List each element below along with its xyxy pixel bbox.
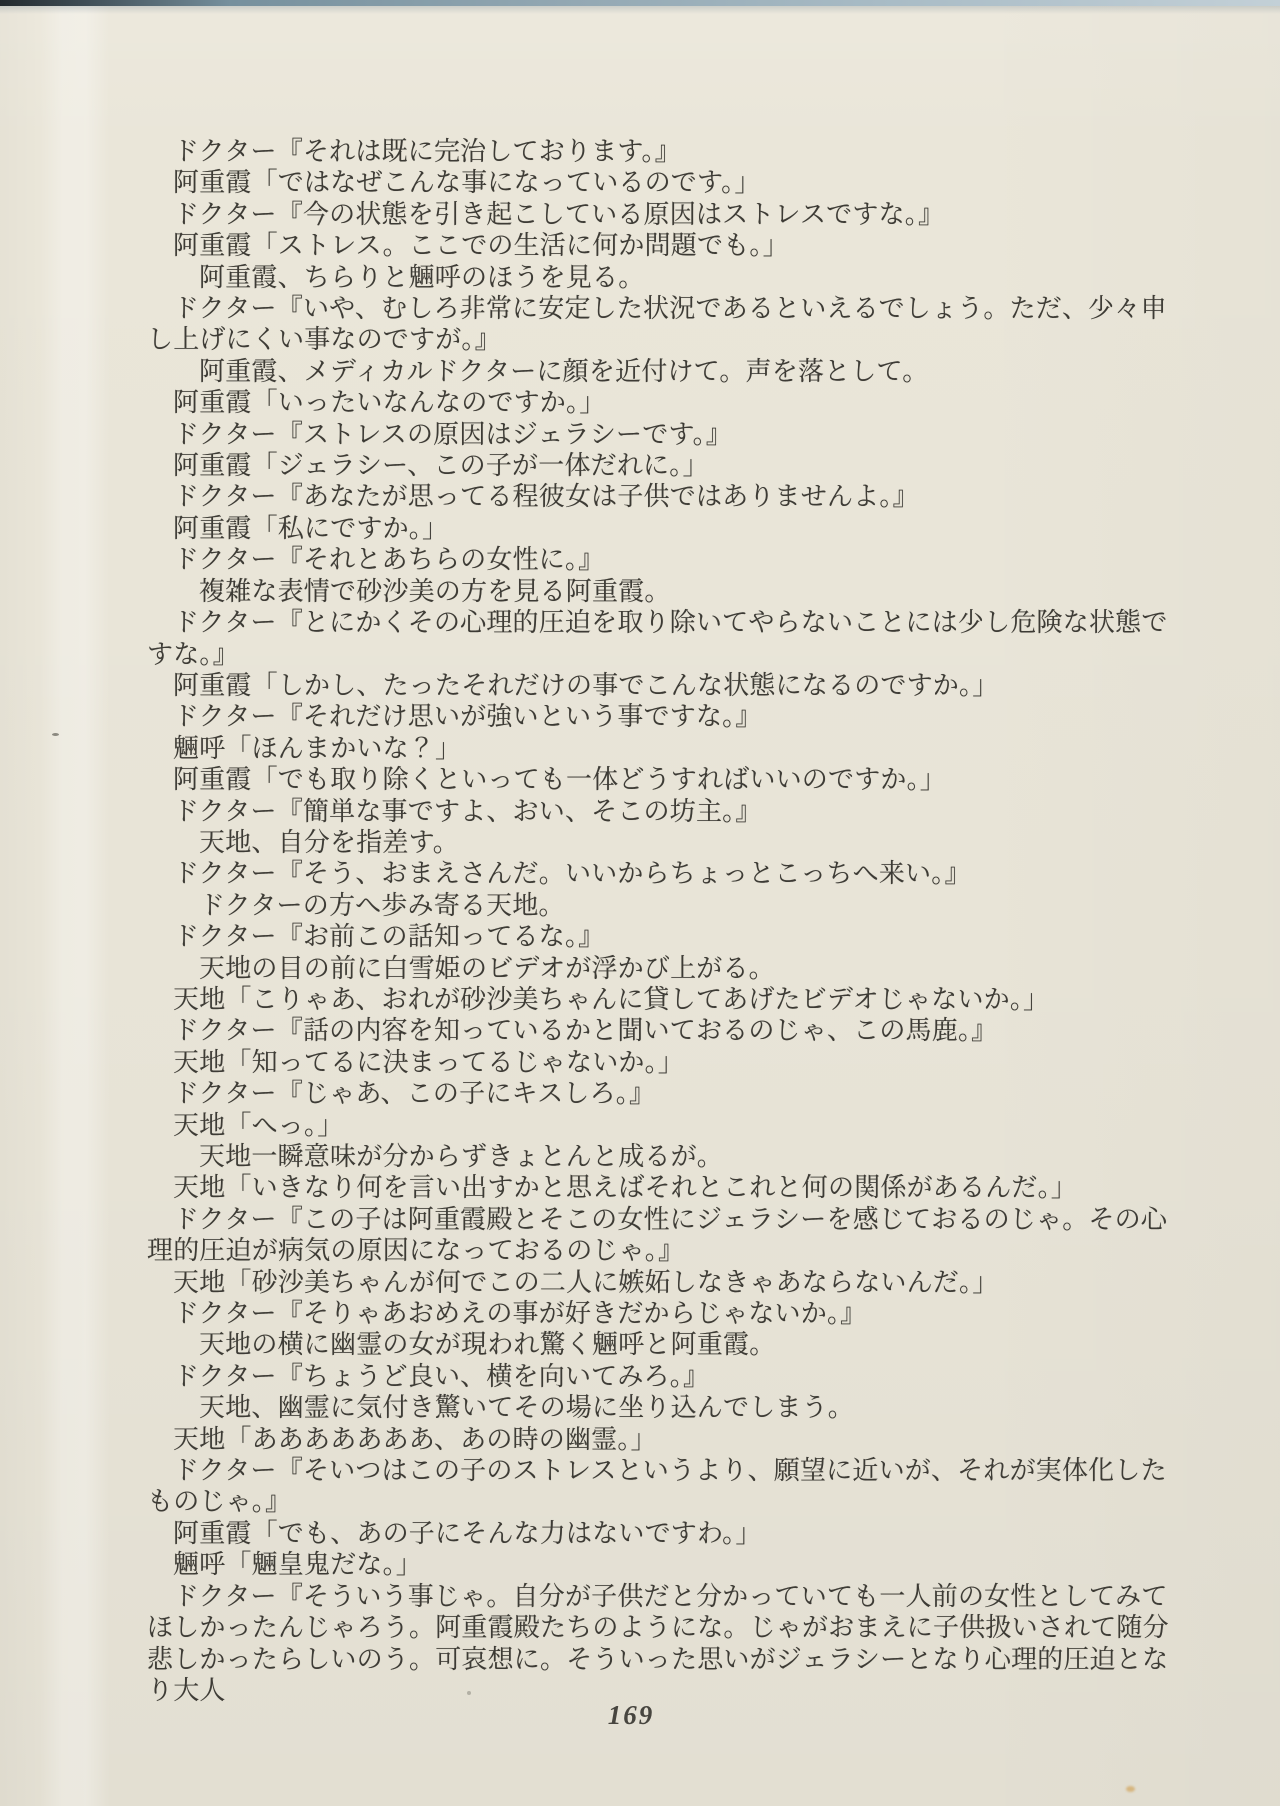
script-line: 阿重霞「いったいなんなのですか。」 — [173, 388, 606, 418]
script-line: 阿重霞「ストレス。ここでの生活に何か問題でも。」 — [173, 231, 789, 261]
script-line: 天地一瞬意味が分からずきょとんと成るが。 — [199, 1142, 724, 1171]
script-text-block — [147, 136, 1175, 1706]
script-line: 天地「知ってるに決まってるじゃないか。」 — [173, 1047, 685, 1077]
scan-speck — [467, 1691, 471, 1695]
script-line: 天地「こりゃあ、おれが砂沙美ちゃんに貸してあげたビデオじゃないか。」 — [173, 984, 1050, 1014]
script-line: 天地「あああああああ、あの時の幽霊。」 — [173, 1424, 657, 1454]
script-line: ドクター『そう、おまえさんだ。いいからちょっとこっちへ来い。』 — [173, 859, 971, 889]
script-line: ドクター『それとあちらの女性に。』 — [173, 545, 605, 575]
script-line: ドクター『話の内容を知っているかと聞いておるのじゃ、この馬鹿。』 — [173, 1016, 998, 1046]
script-line: 阿重霞「ジェラシー、この子が一体だれに。」 — [173, 451, 709, 481]
script-line: 天地、幽霊に気付き驚いてその場に坐り込んでしまう。 — [199, 1393, 855, 1423]
script-line: 阿重霞「ではなぜこんな事になっているのです。」 — [173, 168, 761, 198]
script-line: ドクター『そいつはこの子のストレスというより、願望に近いが、それが実体化したものじゃ。』 — [147, 1456, 1167, 1517]
script-line: ドクター『簡単な事ですよ、おい、そこの坊主。』 — [173, 796, 762, 826]
script-line: 天地の目の前に白雪姫のビデオが浮かび上がる。 — [199, 953, 775, 983]
script-line: 魎呼「魎皇鬼だな。」 — [173, 1550, 423, 1580]
script-line: ドクター『それだけ思いが強いという事ですな。』 — [173, 702, 762, 732]
script-line: ドクター『お前この話知ってるな。』 — [173, 922, 605, 952]
script-line: 天地、自分を指差す。 — [199, 827, 459, 857]
script-line: 天地「へっ。」 — [173, 1110, 344, 1140]
scan-top-edge-shadow — [0, 6, 1280, 14]
script-line: ドクター『今の状態を引き起こしている原因はストレスですな。』 — [173, 199, 945, 229]
script-line: ドクター『あなたが思ってる程彼女は子供ではありませんよ。』 — [173, 482, 919, 512]
script-line: 阿重霞、メディカルドクターに顔を近付けて。声を落として。 — [199, 356, 929, 386]
script-line: ドクター『じゃあ、この子にキスしろ。』 — [173, 1079, 656, 1109]
script-line: ドクター『この子は阿重霞殿とそこの女性にジェラシーを感じておるのじゃ。その心理的圧迫が病気の原因になっておるのじゃ。』 — [147, 1204, 1168, 1266]
script-line: ドクター『いや、むしろ非常に安定した状況であるといえるでしょう。ただ、少々申し上げにくい事なのですが。』 — [147, 294, 1167, 355]
script-line: 阿重霞「しかし、たったそれだけの事でこんな状態になるのですか。」 — [173, 670, 999, 700]
script-line: 天地の横に幽霊の女が現われ驚く魎呼と阿重霞。 — [199, 1330, 776, 1360]
script-line: ドクター『そりゃあおめえの事が好きだからじゃないか。』 — [173, 1299, 867, 1329]
script-line: 天地「砂沙美ちゃんが何でこの二人に嫉妬しなきゃあならないんだ。」 — [173, 1267, 999, 1297]
script-line: ドクター『とにかくその心理的圧迫を取り除いてやらないことには少し危険な状態ですな。』 — [147, 608, 1168, 669]
script-line: ドクター『ストレスの原因はジェラシーです。』 — [173, 419, 732, 449]
script-line: ドクターの方へ歩み寄る天地。 — [199, 890, 565, 920]
script-line: 阿重霞「でも取り除くといっても一体どうすればいいのですか。」 — [173, 765, 947, 795]
script-line: 天地「いきなり何を言い出すかと思えばそれとこれと何の関係があるんだ。」 — [173, 1173, 1078, 1203]
script-line: ドクター『そういう事じゃ。自分が子供だと分かっていても一人前の女性としてみてほしかったんじゃろう。阿重霞殿たちのようにな。じゃがおまえに子供扱いされて随分悲しかったらしいのう。可哀想に。そういった思いがジェラシーとなり心理的圧迫となり大人 — [147, 1581, 1169, 1705]
script-line: ドクター『それは既に完治しております。』 — [173, 137, 681, 166]
scan-stain — [1126, 1786, 1135, 1792]
script-line: 魎呼「ほんまかいな？」 — [173, 733, 462, 763]
script-line: 複雑な表情で砂沙美の方を見る阿重霞。 — [199, 576, 671, 606]
page-number: 169 — [607, 1700, 655, 1730]
scan-speck — [52, 733, 59, 736]
script-line: 阿重霞「でも、あの子にそんな力はないですわ。」 — [173, 1518, 762, 1548]
script-line: 阿重霞、ちらりと魎呼のほうを見る。 — [199, 262, 645, 292]
script-line: 阿重霞「私にですか。」 — [173, 513, 449, 543]
script-line: ドクター『ちょうど良い、横を向いてみろ。』 — [173, 1361, 710, 1391]
